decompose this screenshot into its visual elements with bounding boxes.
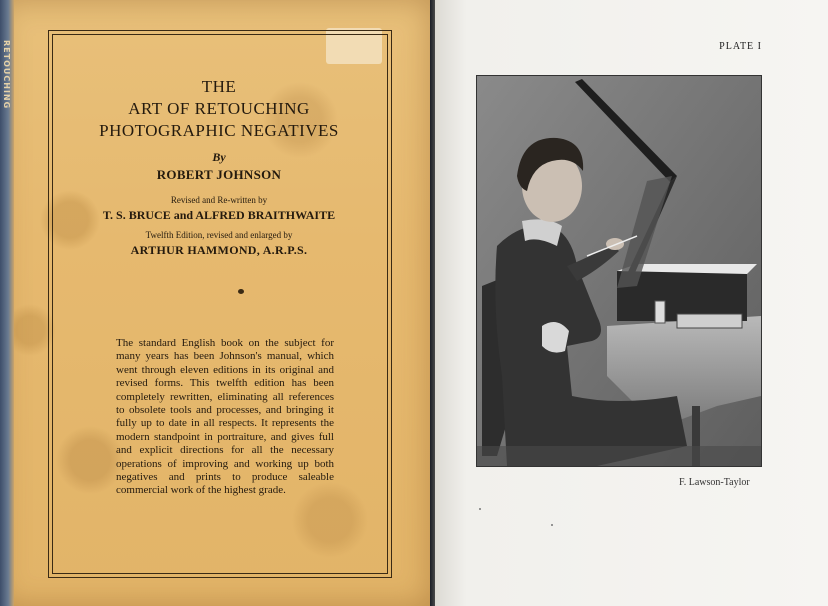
plate-number: PLATE I [719,41,762,52]
reviser-names: T. S. BRUCE and ALFRED BRAITHWAITE [102,208,336,222]
spine-edge [0,0,14,606]
photo-credit: F. Lawson-Taylor [679,477,750,488]
title-line: ART OF RETOUCHING [128,99,310,118]
cover-blurb: The standard English book on the subject for many years has been Johnson's manual, which went through eleven editions in its original and revised forms. This twelfth edition has been completely rewritten, eliminating all references to obsolete tools and processes, and bringing it fully up to date in all respects. It represents the modern standpoint in portraiture, and gives full and explicit directions for all the necessary operations of improving and working up both negatives and prints to produce saleable commercial work of the highest grade. [116,337,334,497]
tray [677,314,742,328]
title-line: PHOTOGRAPHIC NEGATIVES [99,121,339,140]
edition-note: Twelfth Edition, revised and enlarged by [145,230,293,240]
cover-heading-block [52,76,386,258]
spine-text: RETOUCHING [2,40,11,110]
editor-name: ARTHUR HAMMOND, A.R.P.S. [130,243,308,257]
revised-note: Revised and Re-written by [170,195,268,205]
ornament-dot [238,289,244,294]
by-line: By [212,150,226,164]
author-name: ROBERT JOHNSON [156,167,282,182]
plate-page [435,0,828,606]
paper-speck [551,524,553,526]
photo-illustration [477,76,761,466]
title-line: THE [201,77,237,96]
paper-speck [479,508,481,510]
plate-photograph [476,75,762,467]
floor [477,446,761,466]
small-bottle [655,301,665,323]
book-title [52,76,386,142]
